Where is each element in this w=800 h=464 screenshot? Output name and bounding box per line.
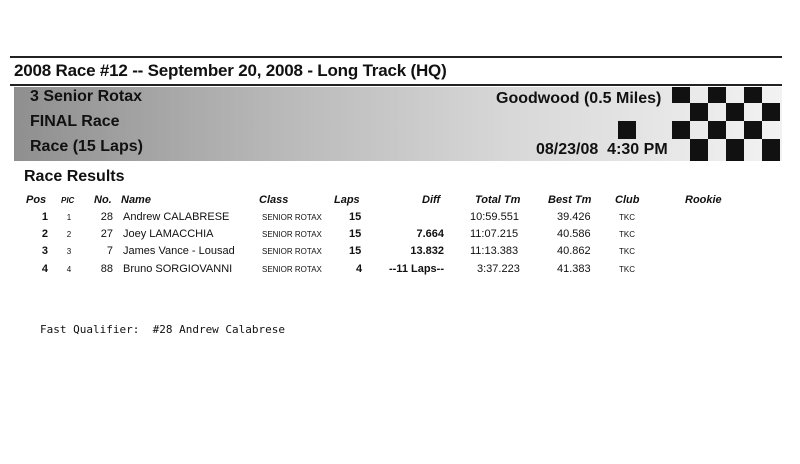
row2-club: TKC (619, 230, 635, 239)
col-best: Best Tm (548, 194, 592, 206)
row2-best: 40.586 (557, 228, 591, 240)
title-rule (10, 84, 782, 86)
col-class: Class (259, 194, 289, 206)
row1-laps: 15 (349, 211, 362, 223)
row3-pic: 3 (66, 247, 72, 256)
banner-session: FINAL Race (30, 113, 120, 130)
row2-class: SENIOR ROTAX (262, 230, 322, 239)
row2-pos: 2 (41, 228, 48, 240)
row4-diff: --11 Laps-- (388, 263, 444, 275)
col-diff: Diff (422, 194, 441, 206)
col-total: Total Tm (475, 194, 521, 206)
row1-club: TKC (619, 213, 635, 222)
row4-name: Bruno SORGIOVANNI (123, 263, 233, 275)
row2-name: Joey LAMACCHIA (123, 228, 214, 240)
row4-class: SENIOR ROTAX (262, 265, 322, 274)
banner-track: Goodwood (0.5 Miles) (496, 90, 662, 107)
fast-qualifier-note: Fast Qualifier: #28 Andrew Calabrese (40, 323, 286, 336)
race-banner (14, 87, 782, 161)
row4-laps: 4 (356, 263, 363, 275)
row3-name: James Vance - Lousad (123, 245, 235, 257)
banner-datetime: 08/23/08 4:30 PM (536, 141, 668, 158)
col-pos: Pos (26, 194, 47, 206)
row4-pos: 4 (41, 263, 48, 275)
row4-best: 41.383 (557, 263, 591, 275)
row4-pic: 4 (66, 265, 72, 274)
row4-no: 88 (100, 263, 113, 275)
row3-pos: 3 (41, 245, 48, 257)
col-no: No. (94, 194, 112, 206)
event-title: 2008 Race #12 -- September 20, 2008 - Long Track (HQ) (14, 61, 447, 80)
col-name: Name (121, 194, 151, 206)
row4-total: 3:37.223 (477, 263, 520, 275)
col-rookie: Rookie (685, 194, 722, 206)
row2-diff: 7.664 (416, 228, 444, 240)
row3-diff: 13.832 (410, 245, 444, 257)
row1-class: SENIOR ROTAX (262, 213, 322, 222)
row3-club: TKC (619, 247, 635, 256)
col-club: Club (615, 194, 640, 206)
col-laps: Laps (334, 194, 360, 206)
section-title: Race Results (24, 168, 125, 185)
row3-no: 7 (106, 245, 113, 257)
row1-no: 28 (100, 211, 113, 223)
row1-pic: 1 (66, 213, 72, 222)
row3-best: 40.862 (557, 245, 591, 257)
row2-total: 11:07.215 (470, 228, 519, 240)
row3-total: 11:13.383 (470, 245, 519, 257)
banner-race-type: Race (15 Laps) (30, 138, 143, 155)
banner-class: 3 Senior Rotax (30, 88, 143, 105)
row2-no: 27 (100, 228, 113, 240)
top-rule (10, 56, 782, 58)
row1-pos: 1 (41, 211, 48, 223)
row4-club: TKC (619, 265, 635, 274)
row3-laps: 15 (349, 245, 362, 257)
row2-laps: 15 (349, 228, 362, 240)
row3-class: SENIOR ROTAX (262, 247, 322, 256)
row1-best: 39.426 (557, 211, 591, 223)
row1-total: 10:59.551 (470, 211, 519, 223)
col-pic: PIC (61, 196, 75, 205)
row1-name: Andrew CALABRESE (123, 211, 230, 223)
row2-pic: 2 (66, 230, 72, 239)
